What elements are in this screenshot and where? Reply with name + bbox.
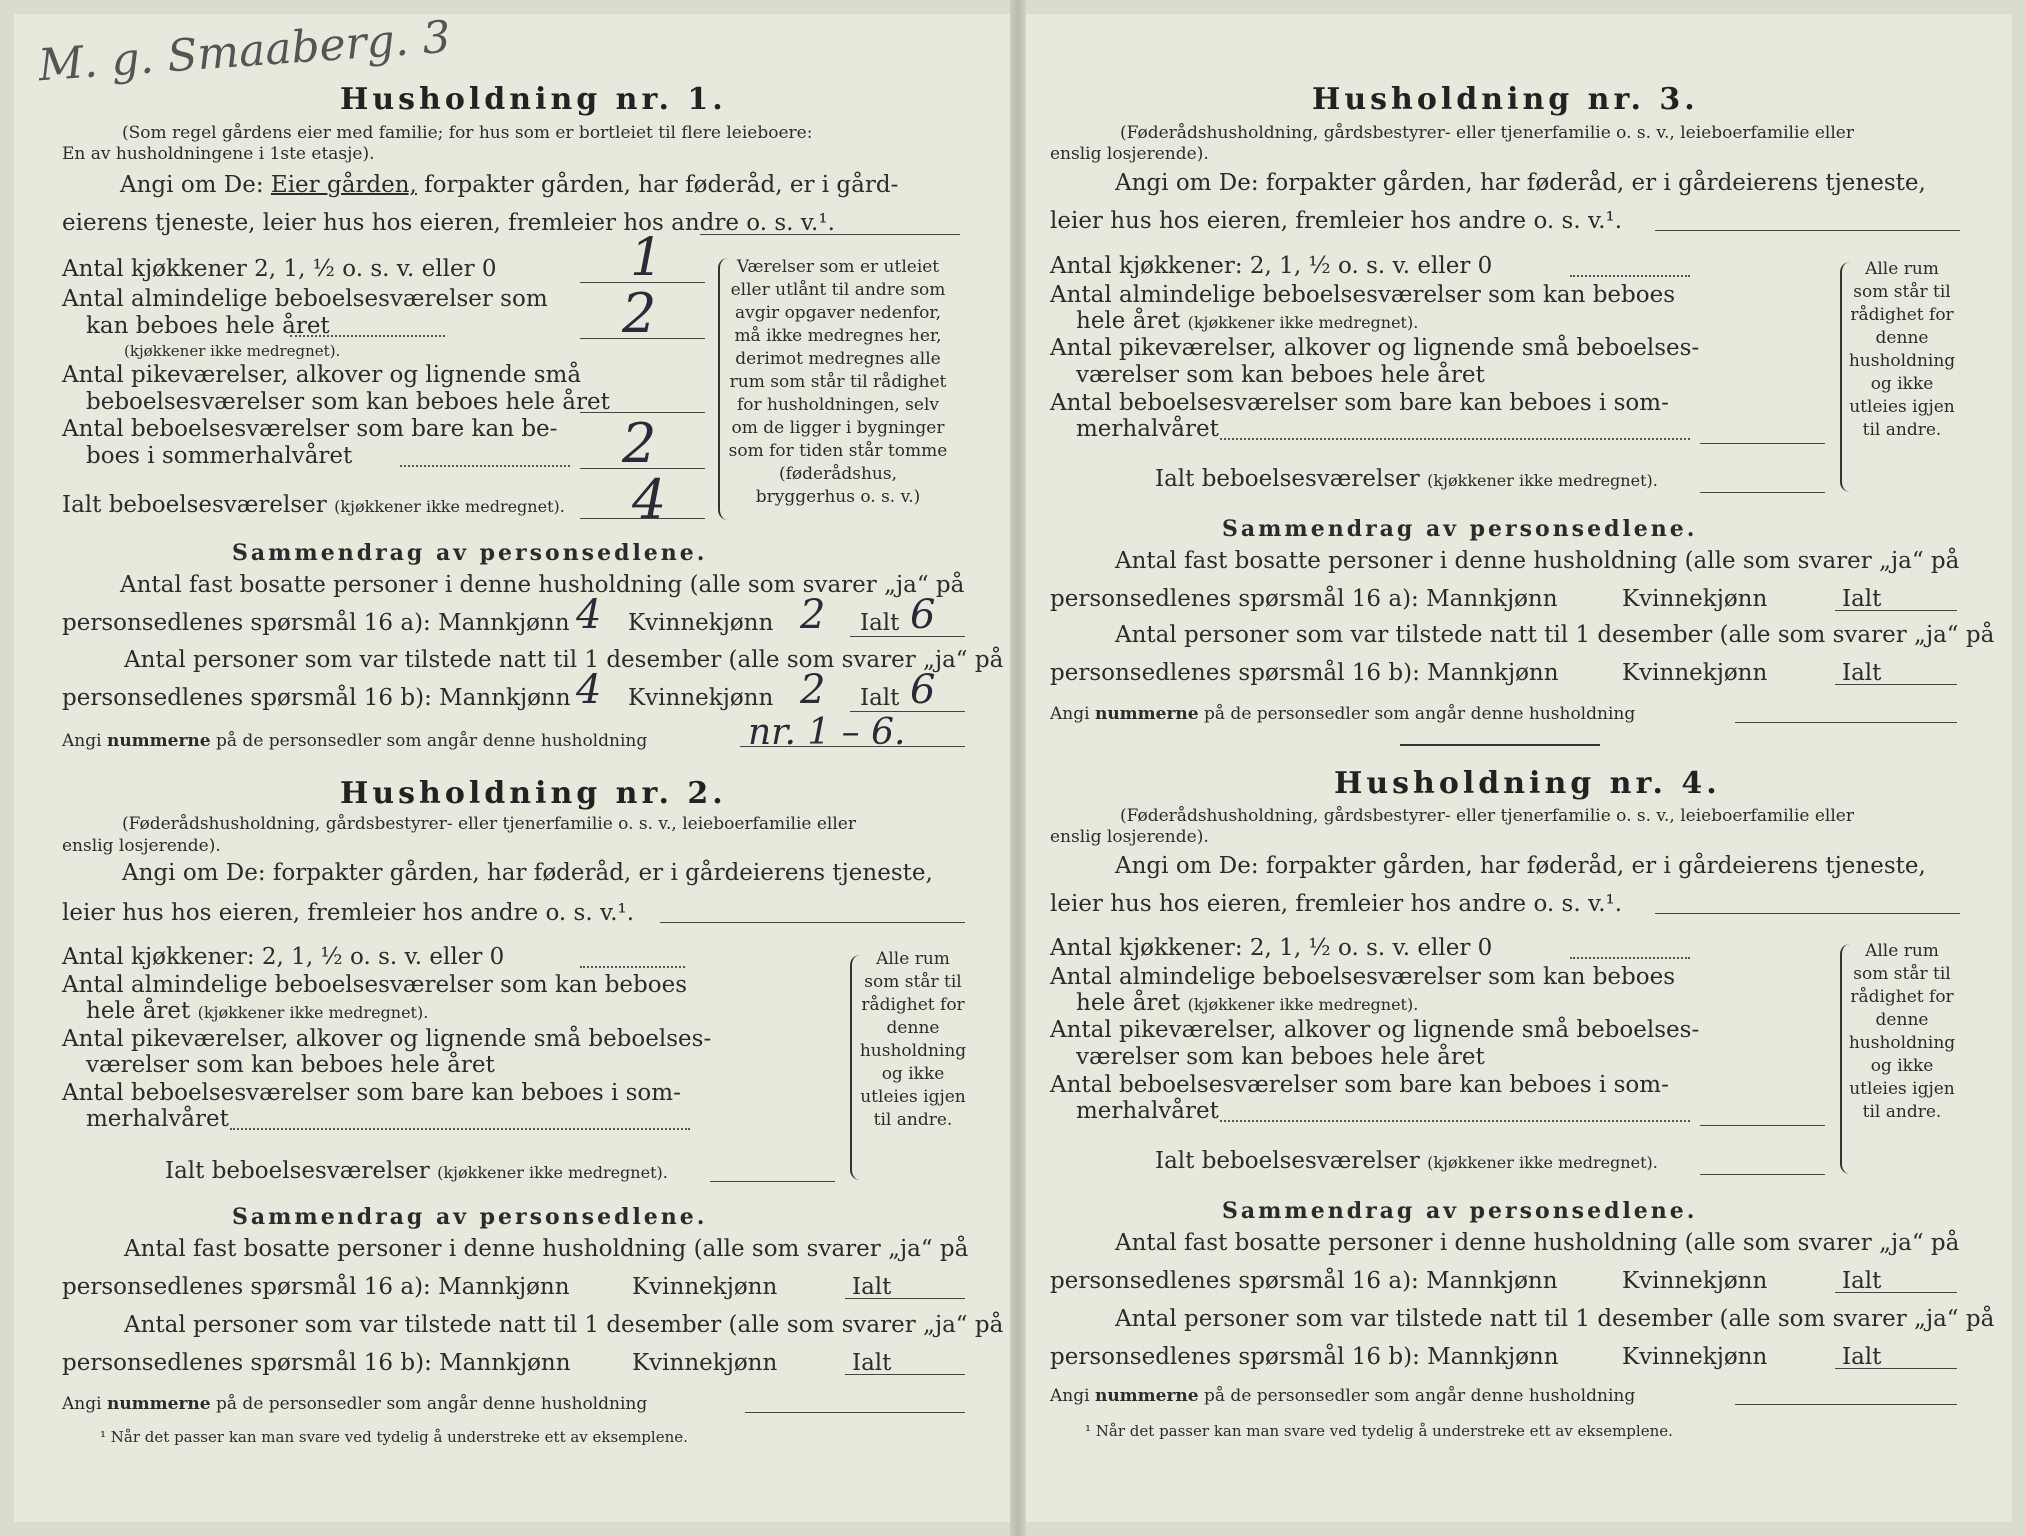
h2-q-summer-1: Antal beboelsesværelser som bare kan beboes i som- <box>62 1080 681 1106</box>
h3-s2-female-label: Kvinnekjønn <box>1622 660 1768 686</box>
h2-angi-line <box>660 922 965 923</box>
h3-q-total-label: Ialt beboelsesværelser <box>1155 466 1420 492</box>
h1-rooms-line <box>580 338 705 339</box>
h3-q-rooms-1: Antal almindelige beboelsesværelser som kan beboes <box>1050 282 1676 308</box>
h2-q-rooms-2 <box>86 998 428 1024</box>
h2-s1-male-label: personsedlenes spørsmål 16 a): Mannkjønn <box>62 1274 570 1300</box>
h3-q-small-2: værelser som kan beboes hele året <box>1076 362 1485 388</box>
h4-q-rooms-note: (kjøkkener ikke medregnet). <box>1187 995 1419 1014</box>
h1-s1-total-line <box>850 636 965 637</box>
h1-s2-total: 6 <box>910 667 936 713</box>
h3-angi-1: Angi om De: forpakter gården, har føderåd, er i gårdeierens tjeneste, <box>1115 170 1926 196</box>
h3-q-total-note: (kjøkkener ikke medregnet). <box>1427 471 1658 490</box>
h4-s1-total-line <box>1835 1292 1957 1293</box>
h3-numbers-line <box>1735 722 1957 723</box>
h3-s1-total-line <box>1835 610 1957 611</box>
h2-q-total-note: (kjøkkener ikke medregnet). <box>437 1163 668 1182</box>
h1-q-total-note: (kjøkkener ikke medregnet). <box>334 497 565 516</box>
h2-q-kitchens: Antal kjøkkener: 2, 1, ½ o. s. v. eller 0 <box>62 944 505 970</box>
left-footnote: ¹ Når det passer kan man svare ved tydelig å understreke ett av eksemplene. <box>100 1428 688 1446</box>
h2-intro-2: enslig losjerende). <box>62 836 221 856</box>
h3-s2-male-label: personsedlenes spørsmål 16 b): Mannkjønn <box>1050 660 1559 686</box>
h2-num-b: nummerne <box>106 1394 211 1414</box>
h2-sidenote: Alle rum som står til rådighet for denne husholdning og ikke utleies igjen til andre. <box>859 949 967 1130</box>
h1-num-a: Angi <box>62 731 107 751</box>
h1-s2-total-label: Ialt <box>860 685 900 711</box>
h1-intro-2: En av husholdningene i 1ste etasje). <box>62 144 375 164</box>
h1-angi-pre: Angi om De: <box>120 172 271 198</box>
h3-num-b: nummerne <box>1094 704 1199 724</box>
h1-a-summer: 2 <box>622 412 657 475</box>
h2-q-summer-2: merhalvåret <box>86 1106 229 1132</box>
h2-total-line <box>710 1181 835 1182</box>
h3-intro-1: (Føderådshusholdning, gårdsbestyrer- eller tjenerfamilie o. s. v., leieboerfamilie eller <box>1120 123 1854 143</box>
h3-angi-2: leier hus hos eieren, fremleier hos andre o. s. v.¹. <box>1050 208 1623 234</box>
h3-num-c: på de personsedler som angår denne husholdning <box>1198 704 1636 724</box>
household-1-title: Husholdning nr. 1. <box>340 82 727 117</box>
h3-s1-line-1: Antal fast bosatte personer i denne husholdning (alle som svarer „ja“ på <box>1115 548 1960 574</box>
h1-summer-dots <box>400 465 570 467</box>
h2-q-rooms-note: (kjøkkener ikke medregnet). <box>197 1003 429 1022</box>
h2-s1-female-label: Kvinnekjønn <box>632 1274 778 1300</box>
margin-note: M. g. Smaaberg. 3 <box>36 11 453 92</box>
h1-s1-female-label: Kvinnekjønn <box>628 610 774 636</box>
h2-num-a: Angi <box>62 1394 107 1414</box>
h4-summer-dots <box>1220 1120 1690 1122</box>
h2-summer-dots <box>230 1128 690 1130</box>
h4-q-rooms-1: Antal almindelige beboelsesværelser som kan beboes <box>1050 964 1676 990</box>
h2-s2-total-label: Ialt <box>852 1350 892 1376</box>
h4-summary-title: Sammendrag av personsedlene. <box>1222 1198 1698 1224</box>
h4-q-small-1: Antal pikeværelser, alkover og lignende små beboelses- <box>1050 1017 1700 1043</box>
h1-numbers-label <box>62 731 647 752</box>
h3-q-rooms-2 <box>1076 308 1418 334</box>
h1-num-c: på de personsedler som angår denne husholdning <box>210 731 648 751</box>
h1-s1-female: 2 <box>800 592 826 638</box>
h4-s2-line-1: Antal personer som var tilstede natt til 1 desember (alle som svarer „ja“ på <box>1115 1306 1995 1332</box>
h2-q-rooms-2-label: hele året <box>86 998 191 1024</box>
h4-s1-total-label: Ialt <box>1842 1268 1882 1294</box>
h4-q-summer-1: Antal beboelsesværelser som bare kan beboes i som- <box>1050 1072 1669 1098</box>
h2-summary-title: Sammendrag av personsedlene. <box>232 1204 708 1230</box>
h3-s2-line-1: Antal personer som var tilstede natt til 1 desember (alle som svarer „ja“ på <box>1115 622 1995 648</box>
household-3-title: Husholdning nr. 3. <box>1312 82 1699 117</box>
h4-q-small-2: værelser som kan beboes hele året <box>1076 1044 1485 1070</box>
h3-angi-line <box>1655 230 1960 231</box>
h1-q-small-2: beboelsesværelser som kan beboes hele året <box>86 389 610 415</box>
h4-s2-female-label: Kvinnekjønn <box>1622 1344 1768 1370</box>
h2-angi-2: leier hus hos eieren, fremleier hos andre o. s. v.¹. <box>62 900 635 926</box>
h4-angi-line <box>1655 913 1960 914</box>
h1-angi-line <box>700 234 960 235</box>
h3-total-line <box>1700 492 1825 493</box>
h4-intro-1: (Føderådshusholdning, gårdsbestyrer- eller tjenerfamilie o. s. v., leieboerfamilie eller <box>1120 806 1854 826</box>
h1-num-b: nummerne <box>106 731 211 751</box>
h4-numbers-line <box>1735 1404 1957 1405</box>
h3-q-summer-1: Antal beboelsesværelser som bare kan beboes i som- <box>1050 390 1669 416</box>
h1-s1-total: 6 <box>910 592 936 638</box>
h2-s1-line-1: Antal fast bosatte personer i denne husholdning (alle som svarer „ja“ på <box>124 1236 969 1262</box>
h3-s1-male-label: personsedlenes spørsmål 16 a): Mannkjønn <box>1050 586 1558 612</box>
h1-q-small-1: Antal pikeværelser, alkover og lignende små <box>62 362 582 388</box>
h3-q-rooms-note: (kjøkkener ikke medregnet). <box>1187 313 1419 332</box>
h1-q-total <box>62 492 565 518</box>
h2-q-rooms-1: Antal almindelige beboelsesværelser som kan beboes <box>62 972 688 998</box>
h1-q-rooms-note: (kjøkkener ikke medregnet). <box>124 342 341 360</box>
h2-s2-male-label: personsedlenes spørsmål 16 b): Mannkjønn <box>62 1350 571 1376</box>
h3-q-summer-2: merhalvåret <box>1076 416 1219 442</box>
h1-s1-male: 4 <box>576 592 602 638</box>
h1-angi-underlined: Eier gården, <box>270 172 417 198</box>
h4-q-kitchens: Antal kjøkkener: 2, 1, ½ o. s. v. eller 0 <box>1050 935 1493 961</box>
page-fold <box>1010 0 1026 1536</box>
h2-s2-total-line <box>845 1374 965 1375</box>
h2-s2-line-1: Antal personer som var tilstede natt til 1 desember (alle som svarer „ja“ på <box>124 1312 1004 1338</box>
h2-q-small-2: værelser som kan beboes hele året <box>86 1052 495 1078</box>
h3-num-a: Angi <box>1050 704 1095 724</box>
h3-q-total <box>1155 466 1658 492</box>
h3-kitchens-dots <box>1570 275 1690 277</box>
h2-s1-total-label: Ialt <box>852 1274 892 1300</box>
h3-numbers-label <box>1050 704 1635 725</box>
h4-s1-male-label: personsedlenes spørsmål 16 a): Mannkjønn <box>1050 1268 1558 1294</box>
h4-sidenote: Alle rum som står til rådighet for denne husholdning og ikke utleies igjen til andre. <box>1848 941 1956 1122</box>
h1-q-summer-2: boes i sommerhalvåret <box>86 443 353 469</box>
h3-q-small-1: Antal pikeværelser, alkover og lignende små beboelses- <box>1050 335 1700 361</box>
h2-q-total-label: Ialt beboelsesværelser <box>165 1158 430 1184</box>
h3-sidenote: Alle rum som står til rådighet for denne husholdning og ikke utleies igjen til andre. <box>1848 259 1956 440</box>
h4-num-a: Angi <box>1050 1386 1095 1406</box>
h4-total-line <box>1700 1174 1825 1175</box>
h1-angi-line-2: eierens tjeneste, leier hus hos eieren, fremleier hos andre o. s. v.¹. <box>62 210 835 236</box>
h1-q-rooms-2: kan beboes hele året <box>86 313 330 339</box>
h4-q-total-label: Ialt beboelsesværelser <box>1155 1148 1420 1174</box>
h4-numbers-label <box>1050 1386 1635 1407</box>
h3-s2-total-line <box>1835 684 1957 685</box>
h4-q-rooms-2 <box>1076 990 1418 1016</box>
h4-angi-2: leier hus hos eieren, fremleier hos andre o. s. v.¹. <box>1050 891 1623 917</box>
h3-s1-female-label: Kvinnekjønn <box>1622 586 1768 612</box>
h4-s2-male-label: personsedlenes spørsmål 16 b): Mannkjønn <box>1050 1344 1559 1370</box>
h1-total-line <box>580 518 705 519</box>
h3-s2-total-label: Ialt <box>1842 660 1882 686</box>
h2-q-total <box>165 1158 668 1184</box>
h1-s1-male-label: personsedlenes spørsmål 16 a): Mannkjønn <box>62 610 570 636</box>
h1-sidenote: Værelser som er utleiet eller utlånt til andre som avgir opgaver nedenfor, må ikke medregnes her, derimot medregnes alle rum som står til rådighet for husholdningen, selv om de ligger i bygninger som for tiden står tomme (føderådshus, bryggerhus o. s. v.) <box>728 257 948 507</box>
h3-summer-line <box>1700 443 1825 444</box>
h3-intro-2: enslig losjerende). <box>1050 144 1209 164</box>
h3-summer-dots <box>1220 438 1690 440</box>
h1-summary-title: Sammendrag av personsedlene. <box>232 540 708 566</box>
h4-q-total-note: (kjøkkener ikke medregnet). <box>1427 1153 1658 1172</box>
h1-numbers-line <box>740 746 965 747</box>
h3-q-kitchens: Antal kjøkkener: 2, 1, ½ o. s. v. eller 0 <box>1050 253 1493 279</box>
h4-angi-1: Angi om De: forpakter gården, har føderåd, er i gårdeierens tjeneste, <box>1115 853 1926 879</box>
h2-num-c: på de personsedler som angår denne husholdning <box>210 1394 648 1414</box>
h1-s2-female: 2 <box>800 667 826 713</box>
h1-angi-line-1 <box>120 172 898 198</box>
h1-s1-total-label: Ialt <box>860 610 900 636</box>
h4-s2-total-line <box>1835 1368 1957 1369</box>
h3-s1-total-label: Ialt <box>1842 586 1882 612</box>
h4-summer-line <box>1700 1125 1825 1126</box>
h1-q-rooms-1: Antal almindelige beboelsesværelser som <box>62 286 548 312</box>
h1-a-rooms: 2 <box>622 282 657 345</box>
h1-s2-line-1: Antal personer som var tilstede natt til 1 desember (alle som svarer „ja“ på <box>124 647 1004 673</box>
h1-q-total-label: Ialt beboelsesværelser <box>62 492 327 518</box>
h3-summary-title: Sammendrag av personsedlene. <box>1222 516 1698 542</box>
h2-s1-total-line <box>845 1298 965 1299</box>
h1-rooms-dots <box>290 335 445 337</box>
h4-kitchens-dots <box>1570 957 1690 959</box>
h2-numbers-line <box>745 1412 965 1413</box>
h2-s2-female-label: Kvinnekjønn <box>632 1350 778 1376</box>
h4-s1-female-label: Kvinnekjønn <box>1622 1268 1768 1294</box>
h4-num-c: på de personsedler som angår denne husholdning <box>1198 1386 1636 1406</box>
h1-a-total: 4 <box>632 468 667 531</box>
section-divider <box>1400 744 1600 746</box>
h1-s2-male: 4 <box>576 667 602 713</box>
h4-q-summer-2: merhalvåret <box>1076 1098 1219 1124</box>
h1-q-kitchens: Antal kjøkkener 2, 1, ½ o. s. v. eller 0 <box>62 256 497 282</box>
h1-angi-post: forpakter gården, har føderåd, er i gård- <box>416 172 899 198</box>
h2-q-small-1: Antal pikeværelser, alkover og lignende små beboelses- <box>62 1026 712 1052</box>
h4-q-total <box>1155 1148 1658 1174</box>
h1-s1-line-1: Antal fast bosatte personer i denne husholdning (alle som svarer „ja“ på <box>120 572 965 598</box>
h1-numbers-value: nr. 1 – 6. <box>748 712 906 753</box>
h1-intro-1: (Som regel gårdens eier med familie; for hus som er bortleiet til flere leieboere: <box>122 123 813 143</box>
h4-s2-total-label: Ialt <box>1842 1344 1882 1370</box>
h1-a-kitchens: 1 <box>630 228 664 288</box>
h3-q-rooms-2-label: hele året <box>1076 308 1181 334</box>
household-2-title: Husholdning nr. 2. <box>340 776 727 811</box>
h2-intro-1: (Føderådshusholdning, gårdsbestyrer- eller tjenerfamilie o. s. v., leieboerfamilie eller <box>122 814 856 834</box>
h2-angi-1: Angi om De: forpakter gården, har føderåd, er i gårdeierens tjeneste, <box>122 860 933 886</box>
h4-s1-line-1: Antal fast bosatte personer i denne husholdning (alle som svarer „ja“ på <box>1115 1230 1960 1256</box>
h2-numbers-label <box>62 1394 647 1415</box>
right-footnote: ¹ Når det passer kan man svare ved tydelig å understreke ett av eksemplene. <box>1085 1422 1673 1440</box>
household-4-title: Husholdning nr. 4. <box>1334 766 1721 801</box>
h4-q-rooms-2-label: hele året <box>1076 990 1181 1016</box>
h2-kitchens-dots <box>580 966 685 968</box>
h4-num-b: nummerne <box>1094 1386 1199 1406</box>
h1-s2-male-label: personsedlenes spørsmål 16 b): Mannkjønn <box>62 685 571 711</box>
h1-s2-female-label: Kvinnekjønn <box>628 685 774 711</box>
h4-intro-2: enslig losjerende). <box>1050 827 1209 847</box>
h1-q-summer-1: Antal beboelsesværelser som bare kan be- <box>62 416 558 442</box>
